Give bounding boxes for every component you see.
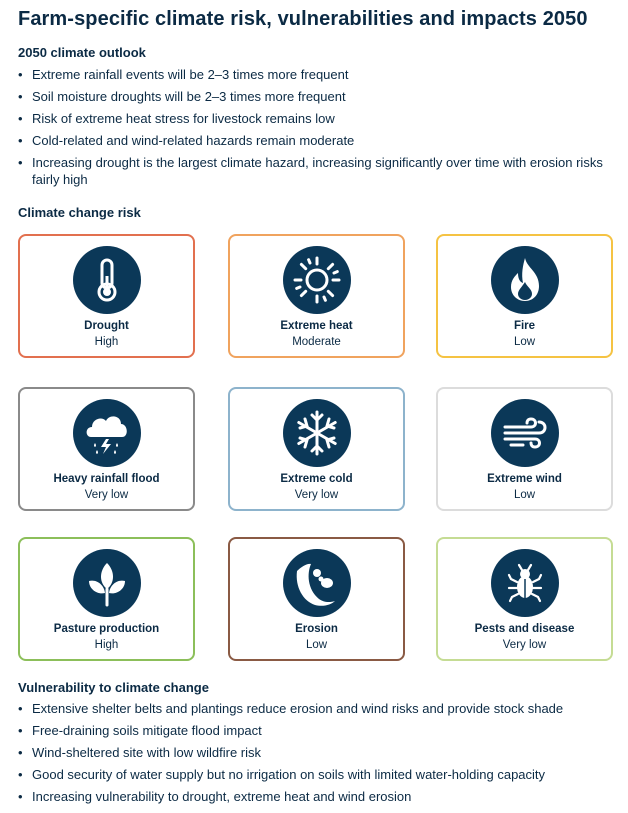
- risk-level: Very low: [84, 489, 129, 501]
- fire-icon: [491, 246, 559, 314]
- risk-card-fire: [436, 234, 613, 358]
- risk-label: Extreme cold: [280, 473, 353, 485]
- thermometer-icon: [73, 246, 141, 314]
- risk-level: Low: [513, 336, 536, 348]
- vulnerability-list: [18, 701, 623, 811]
- outlook-item: • Risk of extreme heat stress for livestock remains low: [18, 111, 623, 128]
- risk-level: Moderate: [292, 336, 341, 348]
- leaf-icon: [73, 549, 141, 617]
- vulnerability-item: • Wind-sheltered site with low wildfire risk: [18, 745, 623, 762]
- risk-level: Very low: [294, 489, 339, 501]
- risk-label: Fire: [513, 320, 536, 332]
- risk-heading: Climate change risk: [18, 205, 141, 220]
- storm-cloud-icon: [73, 399, 141, 467]
- vulnerability-heading: Vulnerability to climate change: [18, 680, 209, 695]
- risk-card-pasture-production: [18, 537, 195, 661]
- vulnerability-item: • Free-draining soils mitigate flood impact: [18, 723, 623, 740]
- bug-icon: [491, 549, 559, 617]
- page-title: Farm-specific climate risk, vulnerabilities and impacts 2050: [18, 8, 588, 30]
- risk-card-erosion: [228, 537, 405, 661]
- risk-card-extreme-heat: [228, 234, 405, 358]
- outlook-list: [18, 67, 623, 194]
- outlook-item: • Extreme rainfall events will be 2–3 times more frequent: [18, 67, 623, 84]
- risk-label: Erosion: [295, 623, 338, 635]
- risk-label: Pests and disease: [474, 623, 575, 635]
- risk-card-heavy-rainfall-flood: [18, 387, 195, 511]
- risk-label: Extreme wind: [487, 473, 562, 485]
- outlook-heading: 2050 climate outlook: [18, 45, 146, 60]
- risk-card-extreme-cold: [228, 387, 405, 511]
- sun-icon: [283, 246, 351, 314]
- outlook-item: • Soil moisture droughts will be 2–3 times more frequent: [18, 89, 623, 106]
- erosion-icon: [283, 549, 351, 617]
- vulnerability-item: • Good security of water supply but no irrigation on soils with limited water-holding capacity: [18, 767, 623, 784]
- wind-icon: [491, 399, 559, 467]
- risk-level: High: [94, 639, 119, 651]
- snowflake-icon: [283, 399, 351, 467]
- risk-label: Drought: [84, 320, 129, 332]
- risk-label: Pasture production: [53, 623, 160, 635]
- risk-level: Very low: [502, 639, 547, 651]
- risk-card-extreme-wind: [436, 387, 613, 511]
- risk-card-pests-and-disease: [436, 537, 613, 661]
- risk-label: Heavy rainfall flood: [53, 473, 160, 485]
- vulnerability-item: • Extensive shelter belts and plantings reduce erosion and wind risks and provide stock shade: [18, 701, 623, 718]
- risk-card-drought: [18, 234, 195, 358]
- outlook-item: • Increasing drought is the largest climate hazard, increasing significantly over time with erosion risks fairly high: [18, 155, 623, 188]
- risk-level: Low: [305, 639, 328, 651]
- risk-level: Low: [513, 489, 536, 501]
- outlook-item: • Cold-related and wind-related hazards remain moderate: [18, 133, 623, 150]
- vulnerability-item: • Increasing vulnerability to drought, extreme heat and wind erosion: [18, 789, 623, 806]
- risk-label: Extreme heat: [280, 320, 353, 332]
- risk-level: High: [94, 336, 119, 348]
